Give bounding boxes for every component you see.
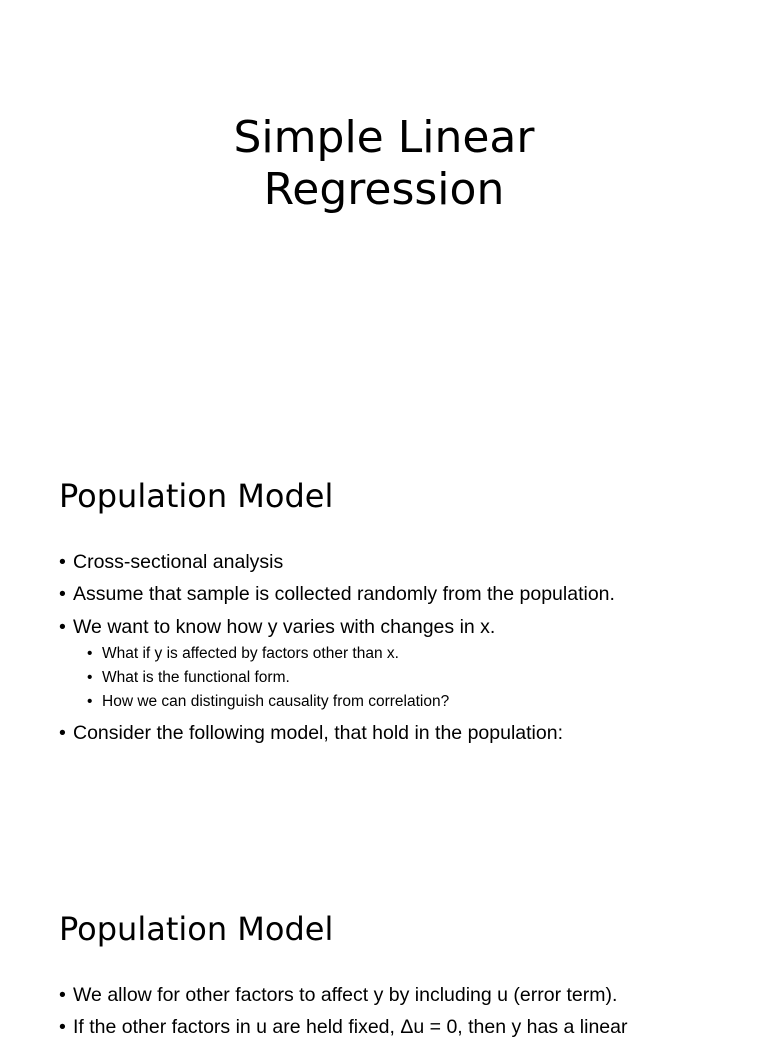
slide-title-line-2: Regression [263,164,505,215]
bullet-marker: • [59,616,66,638]
bullet-item: • We want to know how y varies with changes in x. [59,616,496,638]
sub-bullet-item: • What is the functional form. [87,669,290,686]
bullet-marker: • [87,693,93,710]
population-model-heading: Population Model [59,477,334,515]
bullet-item: • Consider the following model, that hold in the population: [59,722,563,744]
bullet-item: • If the other factors in u are held fixed, Δu = 0, then y has a linear [59,1016,628,1038]
bullet-marker: • [59,1016,66,1038]
bullet-marker: • [59,583,66,605]
bullet-item: • Assume that sample is collected randomly from the population. [59,583,615,605]
slide-title-line-1: Simple Linear [233,112,535,163]
sub-bullet-item: • What if y is affected by factors other than x. [87,645,399,662]
bullet-marker: • [59,984,66,1006]
bullet-marker: • [87,669,93,686]
population-model-heading-2: Population Model [59,910,334,948]
bullet-marker: • [87,645,93,662]
slide-title [0,112,768,216]
bullet-marker: • [59,722,66,744]
bullet-marker: • [59,551,66,573]
bullet-item: • Cross-sectional analysis [59,551,284,573]
sub-bullet-item: • How we can distinguish causality from correlation? [87,693,450,710]
bullet-item: • We allow for other factors to affect y by including u (error term). [59,984,618,1006]
